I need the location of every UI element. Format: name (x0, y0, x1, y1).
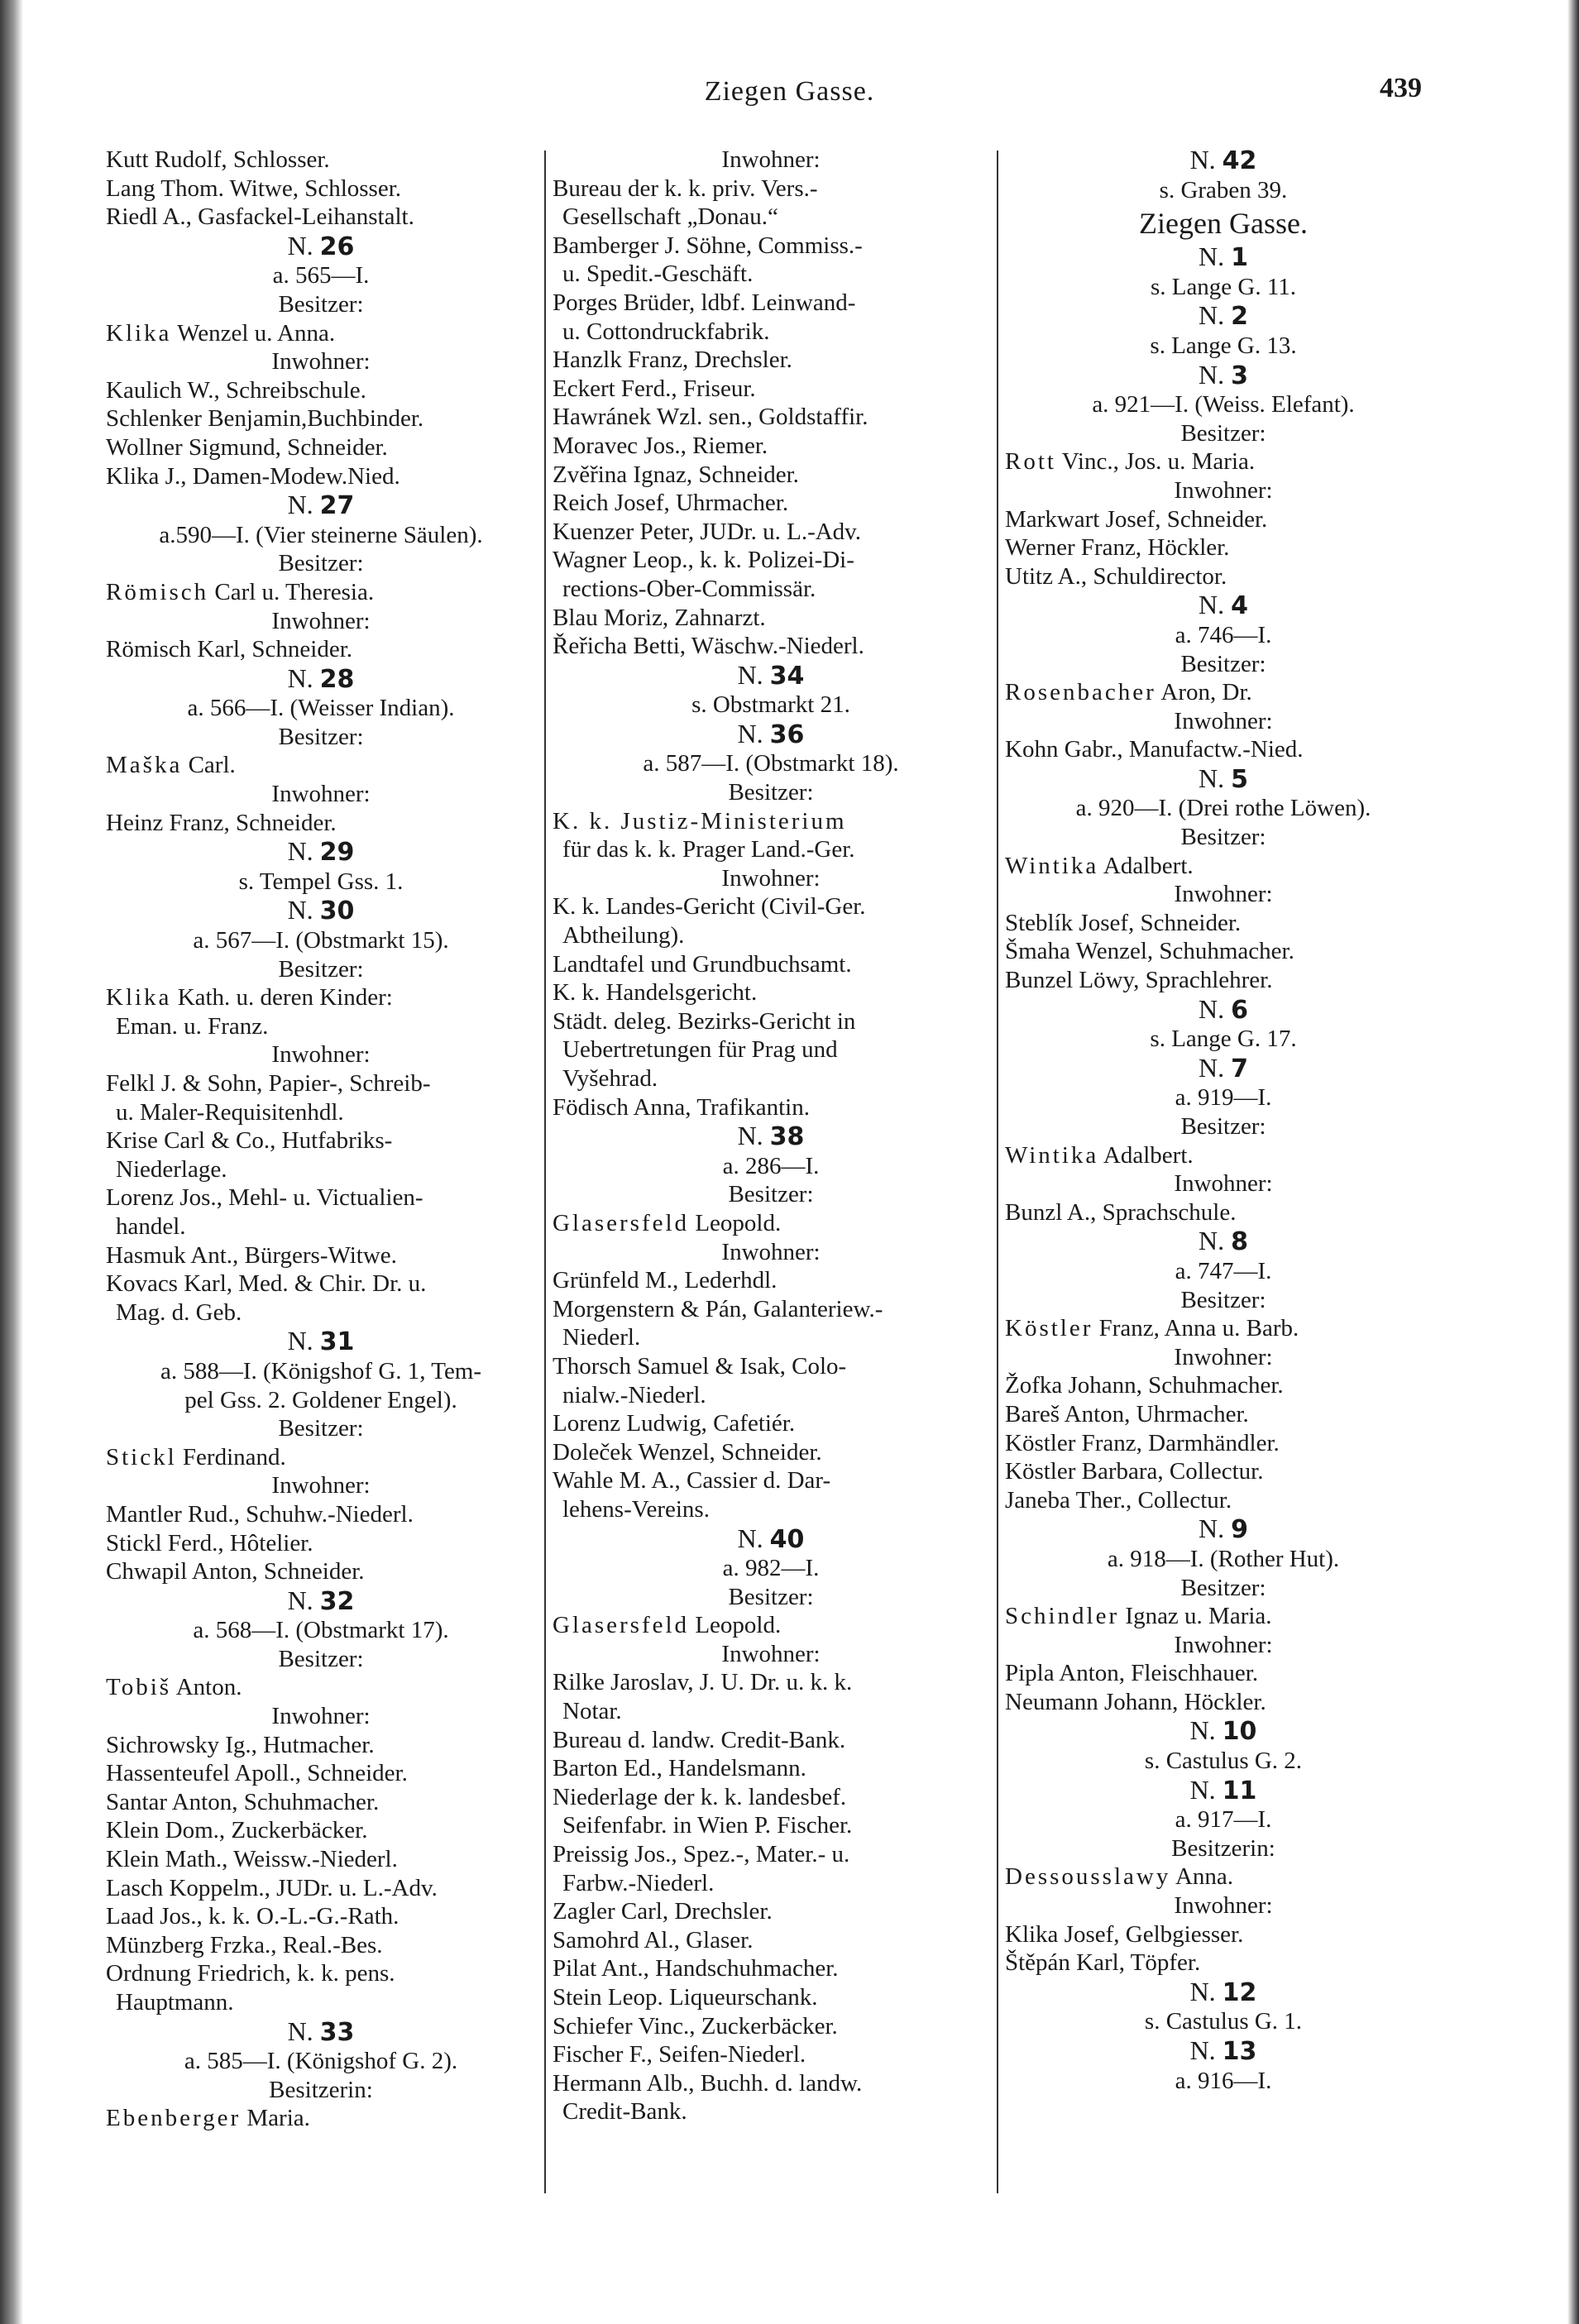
house-number-prefix: N. (1199, 360, 1232, 390)
entry-continuation: Abtheilung). (562, 922, 685, 949)
house-number-prefix: N. (1189, 2036, 1223, 2065)
resident-entry: Klika Josef, Gelbgiesser. (1005, 1920, 1244, 1948)
house-number: 30 (319, 897, 355, 926)
owner-entry (106, 578, 536, 607)
owner-entry (106, 983, 536, 1012)
section-label: s. Obstmarkt 21. (691, 691, 850, 719)
owner-rest: Ignaz u. Maria. (1119, 1603, 1272, 1630)
entry-continuation: u. Spedit.-Geschäft. (562, 261, 754, 288)
entry-continuation: für das k. k. Prager Land.-Ger. (562, 836, 855, 863)
house-number: 4 (1231, 591, 1248, 621)
owner-surname: Köstler (1005, 1315, 1093, 1342)
section-label: a. 565—I. (272, 262, 370, 289)
section-label: s. Lange G. 17. (1150, 1026, 1297, 1053)
house-number-prefix: N. (287, 663, 320, 693)
house-number-heading (106, 837, 536, 868)
resident-entry: Niederlage der k. k. landesbef. (553, 1783, 847, 1810)
house-number: 13 (1222, 2037, 1257, 2066)
section-label: Inwohner: (721, 1238, 821, 1265)
house-number-heading (553, 661, 989, 691)
section-label: Besitzer: (728, 779, 814, 806)
resident-entry: Bunzl A., Sprachschule. (1005, 1198, 1237, 1226)
owner-entry (553, 807, 989, 836)
section-label: Besitzerin: (269, 2076, 373, 2103)
entry-continuation: Seifenfabr. in Wien P. Fischer. (562, 1812, 853, 1839)
resident-entry: Štěpán Karl, Töpfer. (1005, 1949, 1201, 1977)
resident-entry: Schiefer Vinc., Zuckerbäcker. (553, 2012, 838, 2039)
house-number-heading (553, 720, 989, 750)
entry-continuation: u. Cottondruckfabrik. (562, 318, 770, 345)
house-number: 29 (319, 838, 355, 868)
owner-surname: Maška (106, 752, 183, 779)
section-label: a. 917—I. (1175, 1806, 1272, 1834)
entry-continuation: Gesellschaft „Donau.“ (562, 203, 778, 231)
resident-entry: Steblík Josef, Schneider. (1005, 909, 1242, 936)
house-number: 26 (319, 232, 355, 261)
resident-entry: Krise Carl & Co., Hutfabriks- (106, 1127, 393, 1155)
section-label: pel Gss. 2. Goldener Engel). (184, 1386, 457, 1413)
house-number-prefix: N. (1199, 301, 1232, 331)
house-number-heading (1005, 301, 1442, 332)
house-number-prefix: N. (1199, 1514, 1232, 1544)
house-number: 42 (1222, 146, 1257, 175)
owner-surname: Römisch (106, 578, 209, 605)
owner-entry (106, 1673, 536, 1702)
entry-continuation: Credit-Bank. (562, 2098, 687, 2126)
column-rule-right (997, 151, 998, 2193)
section-label: Inwohner: (1174, 881, 1273, 908)
column-2 (553, 146, 989, 2126)
owner-entry (1005, 447, 1442, 476)
house-number-prefix: N. (737, 719, 770, 748)
house-number: 40 (769, 1524, 805, 1554)
column-1 (106, 146, 536, 2133)
resident-entry: Hermann Alb., Buchh. d. landw. (553, 2069, 863, 2097)
house-number-heading (1005, 2036, 1442, 2067)
resident-entry: Klika J., Damen-Modew.Nied. (106, 462, 400, 490)
house-number-heading (553, 1524, 989, 1555)
entry-continuation: lehens-Vereins. (562, 1495, 710, 1523)
house-number-prefix: N. (1199, 242, 1232, 272)
house-number-heading (106, 664, 536, 695)
resident-entry: Samohrd Al., Glaser. (553, 1926, 754, 1953)
owner-entry (106, 319, 536, 348)
house-number-prefix: N. (1199, 1053, 1232, 1083)
section-label: Besitzer: (1180, 650, 1266, 677)
owner-rest: Leopold. (689, 1612, 782, 1639)
owner-entry (1005, 1863, 1442, 1891)
resident-entry: Wahle M. A., Cassier d. Dar- (553, 1467, 831, 1494)
resident-entry: Klein Math., Weissw.-Niederl. (106, 1846, 398, 1873)
resident-entry: Pipla Anton, Fleischhauer. (1005, 1660, 1259, 1687)
section-label: Inwohner: (721, 146, 821, 173)
section-label: Besitzer: (278, 1415, 364, 1442)
owner-rest: Aron, Dr. (1156, 679, 1252, 706)
page-edge (1567, 0, 1579, 2324)
owner-surname: Rosenbacher (1005, 679, 1156, 706)
section-label: Inwohner: (1174, 1343, 1273, 1370)
section-label: a. 286—I. (722, 1152, 820, 1179)
section-label: a. 566—I. (Weisser Indian). (187, 695, 455, 722)
house-number-prefix: N. (1199, 1227, 1232, 1256)
house-number-heading (553, 1121, 989, 1152)
section-label: Besitzer: (1180, 419, 1266, 447)
owner-entry (1005, 1141, 1442, 1170)
house-number-heading (106, 232, 536, 262)
page-number: 439 (1380, 73, 1422, 103)
section-label: Inwohner: (1174, 1170, 1273, 1198)
section-label: s. Castulus G. 1. (1144, 2008, 1303, 2035)
owner-surname: Dessousslawy (1005, 1863, 1171, 1891)
owner-rest: Adalbert. (1098, 1141, 1194, 1169)
house-number: 1 (1231, 243, 1248, 273)
resident-entry: Reich Josef, Uhrmacher. (553, 490, 789, 517)
entry-continuation: Mag. d. Geb. (116, 1298, 242, 1326)
resident-entry: Zvěřina Ignaz, Schneider. (553, 461, 799, 488)
owner-rest: Kath. u. deren Kinder: (171, 984, 393, 1011)
resident-entry: Lasch Koppelm., JUDr. u. L.-Adv. (106, 1874, 438, 1901)
section-label: Besitzer: (1180, 1286, 1266, 1313)
house-number: 7 (1231, 1054, 1248, 1083)
resident-entry: Doleček Wenzel, Schneider. (553, 1438, 822, 1466)
house-number: 33 (319, 2017, 355, 2047)
resident-entry: Kovacs Karl, Med. & Chir. Dr. u. (106, 1270, 427, 1298)
resident-entry: Santar Anton, Schuhmacher. (106, 1788, 380, 1815)
resident-entry: Hanzlk Franz, Drechsler. (553, 347, 792, 374)
resident-entry: Rilke Jaroslav, J. U. Dr. u. k. k. (553, 1669, 853, 1696)
house-number-heading (1005, 1514, 1442, 1545)
resident-entry: Preissig Jos., Spez.-, Mater.- u. (553, 1841, 850, 1868)
house-number-prefix: N. (287, 1327, 320, 1356)
section-label: Inwohner: (271, 781, 371, 808)
section-label: Inwohner: (271, 1472, 371, 1499)
house-number-heading (1005, 591, 1442, 621)
resident-entry: Lorenz Ludwig, Cafetiér. (553, 1410, 796, 1437)
house-number: 10 (1222, 1717, 1257, 1747)
resident-entry: Ordnung Friedrich, k. k. pens. (106, 1960, 395, 1987)
owner-surname: K. k. Justiz-Ministerium (553, 807, 847, 834)
resident-entry: Schlenker Benjamin,Buchbinder. (106, 405, 424, 433)
house-number-prefix: N. (737, 660, 770, 690)
entry-continuation: Eman. u. Franz. (116, 1012, 269, 1040)
section-label: Inwohner: (721, 1640, 821, 1667)
section-label: a. 587—I. (Obstmarkt 18). (643, 750, 899, 777)
house-number-heading (106, 490, 536, 521)
resident-entry: Porges Brüder, ldbf. Leinwand- (553, 289, 856, 316)
section-label: a. 919—I. (1175, 1084, 1272, 1112)
resident-entry: Wagner Leop., k. k. Polizei-Di- (553, 547, 854, 574)
resident-entry: Bunzel Löwy, Sprachlehrer. (1005, 967, 1273, 994)
section-label: Besitzer: (278, 550, 364, 577)
entry-continuation: Niederl. (562, 1324, 641, 1351)
section-label: Besitzerin: (1171, 1834, 1275, 1862)
owner-rest: Ferdinand. (176, 1443, 286, 1470)
resident-entry: Mantler Rud., Schuhw.-Niederl. (106, 1500, 414, 1528)
resident-entry: Heinz Franz, Schneider. (106, 809, 337, 836)
owner-surname: Ebenberger (106, 2105, 242, 2132)
house-number: 2 (1231, 302, 1248, 332)
house-number: 31 (319, 1327, 355, 1357)
section-label: a.590—I. (Vier steinerne Säulen). (159, 521, 483, 548)
owner-rest: Anna. (1170, 1863, 1234, 1891)
house-number-heading (1005, 242, 1442, 273)
resident-entry: Šmaha Wenzel, Schuhmacher. (1005, 938, 1294, 965)
entry-continuation: rections-Ober-Commissär. (562, 575, 816, 602)
house-number: 11 (1222, 1776, 1257, 1805)
resident-entry: Fischer F., Seifen-Niederl. (553, 2041, 806, 2068)
resident-entry: Pilat Ant., Handschuhmacher. (553, 1955, 839, 1982)
resident-entry: Kaulich W., Schreibschule. (106, 376, 366, 404)
owner-surname: Wintika (1005, 1141, 1099, 1169)
resident-entry: Römisch Karl, Schneider. (106, 636, 353, 663)
house-number: 6 (1231, 995, 1248, 1025)
section-label: s. Castulus G. 2. (1144, 1748, 1303, 1775)
house-number: 32 (319, 1586, 355, 1616)
section-label: a. 746—I. (1175, 621, 1272, 648)
owner-surname: Tobiš (106, 1674, 172, 1701)
resident-entry: Moravec Jos., Riemer. (553, 432, 768, 459)
section-label: Inwohner: (1174, 707, 1273, 734)
owner-entry (106, 751, 536, 780)
house-number-prefix: N. (287, 1585, 320, 1615)
resident-entry: Zagler Carl, Drechsler. (553, 1898, 773, 1925)
resident-entry: Stickl Ferd., Hôtelier. (106, 1529, 313, 1557)
owner-surname: Glasersfeld (553, 1612, 690, 1639)
resident-entry: Köstler Franz, Darmhändler. (1005, 1429, 1280, 1456)
section-label: Inwohner: (271, 607, 371, 634)
house-number-prefix: N. (287, 490, 320, 520)
section-label: Besitzer: (728, 1181, 814, 1208)
owner-surname: Wintika (1005, 852, 1099, 879)
resident-entry: Bureau d. landw. Credit-Bank. (553, 1726, 846, 1753)
entry-continuation: Notar. (562, 1698, 622, 1725)
section-label: a. 916—I. (1175, 2067, 1272, 2094)
owner-entry (1005, 678, 1442, 707)
resident-entry: Kuenzer Peter, JUDr. u. L.-Adv. (553, 518, 862, 545)
house-number-heading (106, 896, 536, 926)
house-number-prefix: N. (287, 837, 320, 867)
resident-entry: Sichrowsky Ig., Hutmacher. (106, 1731, 375, 1758)
column-rule-left (544, 151, 546, 2193)
resident-entry: Barton Ed., Handelsmann. (553, 1755, 806, 1782)
owner-entry (553, 1209, 989, 1238)
house-number-prefix: N. (1199, 763, 1232, 793)
house-number-prefix: N. (287, 2016, 320, 2046)
resident-entry: Bureau der k. k. priv. Vers.- (553, 175, 818, 202)
owner-rest: Anton. (171, 1674, 242, 1701)
entry-continuation: u. Maler-Requisitenhdl. (116, 1098, 344, 1126)
owner-entry (106, 2104, 536, 2133)
house-number-heading (1005, 1977, 1442, 2008)
resident-entry: Neumann Johann, Höckler. (1005, 1688, 1266, 1715)
entry-continuation: Niederlage. (116, 1155, 227, 1183)
house-number: 8 (1231, 1227, 1248, 1257)
resident-entry: Klein Dom., Zuckerbäcker. (106, 1817, 368, 1844)
house-number-heading (106, 1586, 536, 1617)
resident-entry: Janeba Ther., Collectur. (1005, 1486, 1232, 1513)
house-number-prefix: N. (1189, 1977, 1223, 2006)
section-label: Besitzer: (1180, 1574, 1266, 1601)
resident-entry: Riedl A., Gasfackel-Leihanstalt. (106, 203, 414, 231)
house-number-heading (1005, 1716, 1442, 1747)
section-label: Inwohner: (271, 348, 371, 375)
section-label: Inwohner: (271, 1041, 371, 1069)
resident-entry: Žofka Johann, Schuhmacher. (1005, 1372, 1284, 1399)
section-label: s. Lange G. 11. (1150, 273, 1297, 300)
entry-continuation: nialw.-Niederl. (562, 1381, 706, 1408)
section-label: a. 568—I. (Obstmarkt 17). (193, 1617, 449, 1644)
resident-entry: Hawránek Wzl. sen., Goldstaffir. (553, 404, 868, 431)
column-3 (1005, 146, 1442, 2095)
resident-entry: Werner Franz, Höckler. (1005, 534, 1230, 562)
resident-entry: Eckert Ferd., Friseur. (553, 375, 756, 402)
resident-entry: Bamberger J. Söhne, Commiss.- (553, 232, 863, 259)
resident-entry: Födisch Anna, Trafikantin. (553, 1093, 810, 1121)
entry-continuation: handel. (116, 1212, 186, 1240)
house-number-prefix: N. (737, 1523, 770, 1553)
section-label: Besitzer: (728, 1583, 814, 1610)
owner-surname: Schindler (1005, 1603, 1120, 1630)
resident-entry: Grünfeld M., Lederhdl. (553, 1267, 778, 1294)
owner-rest: Carl u. Theresia. (208, 578, 375, 605)
house-number: 28 (319, 664, 355, 694)
owner-surname: Rott (1005, 448, 1056, 476)
house-number: 5 (1231, 764, 1248, 794)
house-number-heading (1005, 1054, 1442, 1084)
house-number-heading (106, 1327, 536, 1357)
owner-rest: Wenzel u. Anna. (171, 319, 336, 347)
resident-entry: Thorsch Samuel & Isak, Colo- (553, 1352, 847, 1380)
street-heading: Ziegen Gasse. (1139, 207, 1308, 241)
resident-entry: Wollner Sigmund, Schneider. (106, 433, 388, 461)
house-number-prefix: N. (1199, 591, 1232, 620)
owner-surname: Glasersfeld (553, 1209, 690, 1236)
section-label: Inwohner: (1174, 1631, 1273, 1658)
owner-entry (1005, 1602, 1442, 1631)
section-label: a. 921—I. (Weiss. Elefant). (1092, 391, 1355, 418)
section-label: a. 588—I. (Königshof G. 1, Tem- (160, 1357, 482, 1384)
owner-surname: Klika (106, 984, 172, 1011)
resident-entry: Laad Jos., k. k. O.-L.-G.-Rath. (106, 1903, 400, 1930)
house-number-prefix: N. (287, 231, 320, 261)
resident-entry: Stein Leop. Liqueurschank. (553, 1984, 818, 2011)
owner-surname: Klika (106, 319, 172, 347)
owner-rest: Maria. (241, 2105, 310, 2132)
house-number: 36 (769, 720, 805, 749)
section-label: Besitzer: (278, 955, 364, 983)
resident-entry: K. k. Handelsgericht. (553, 979, 758, 1007)
section-label: Inwohner: (1174, 476, 1273, 504)
section-label: Besitzer: (1180, 824, 1266, 851)
house-number: 27 (319, 491, 355, 521)
section-label: Inwohner: (721, 864, 821, 892)
house-number-prefix: N. (1199, 994, 1232, 1024)
house-number-prefix: N. (1189, 1775, 1223, 1805)
house-number-prefix: N. (1189, 146, 1223, 175)
resident-entry: Lang Thom. Witwe, Schlosser. (106, 175, 402, 202)
resident-entry: Hasmuk Ant., Bürgers-Witwe. (106, 1241, 397, 1269)
house-number-heading (1005, 1776, 1442, 1806)
resident-entry: Utitz A., Schuldirector. (1005, 562, 1227, 590)
running-head: Ziegen Gasse. (704, 76, 875, 107)
owner-surname: Stickl (106, 1443, 177, 1470)
section-label: Besitzer: (1180, 1113, 1266, 1140)
section-label: s. Lange G. 13. (1150, 332, 1297, 359)
section-label: Inwohner: (1174, 1892, 1273, 1920)
house-number-heading (106, 2017, 536, 2048)
resident-entry: Hassenteufel Apoll., Schneider. (106, 1760, 408, 1787)
house-number-prefix: N. (287, 896, 320, 925)
section-label: a. 982—I. (722, 1555, 820, 1582)
resident-entry: Řeřicha Betti, Wäschw.-Niederl. (553, 633, 864, 660)
resident-entry: Morgenstern & Pán, Galanteriew.- (553, 1295, 883, 1322)
house-number-heading (1005, 764, 1442, 795)
owner-entry (553, 1611, 989, 1640)
page-gutter-shadow (0, 0, 23, 2324)
section-label: a. 747—I. (1175, 1257, 1272, 1284)
owner-rest: Vinc., Jos. u. Maria. (1055, 448, 1256, 476)
house-number: 9 (1231, 1515, 1248, 1545)
house-number: 3 (1231, 361, 1248, 390)
resident-entry: K. k. Landes-Gericht (Civil-Ger. (553, 893, 866, 921)
house-number: 34 (769, 661, 805, 691)
section-label: Besitzer: (278, 723, 364, 750)
entry-continuation: Vyšehrad. (562, 1065, 658, 1092)
section-label: a. 918—I. (Rother Hut). (1107, 1545, 1340, 1572)
section-label: Besitzer: (278, 290, 364, 318)
owner-rest: Franz, Anna u. Barb. (1093, 1315, 1299, 1342)
resident-entry: Lorenz Jos., Mehl- u. Victualien- (106, 1184, 423, 1212)
resident-entry: Köstler Barbara, Collectur. (1005, 1458, 1264, 1485)
resident-entry: Kutt Rudolf, Schlosser. (106, 146, 330, 173)
house-number: 38 (769, 1122, 805, 1152)
entry-continuation: Uebertretungen für Prag und (562, 1036, 838, 1064)
resident-entry: Landtafel und Grundbuchsamt. (553, 950, 852, 978)
owner-entry (1005, 852, 1442, 881)
resident-entry: Kohn Gabr., Manufactw.-Nied. (1005, 736, 1304, 763)
resident-entry: Bareš Anton, Uhrmacher. (1005, 1400, 1249, 1427)
section-label: Inwohner: (271, 1703, 371, 1730)
house-number-heading (1005, 361, 1442, 391)
section-label: a. 585—I. (Königshof G. 2). (184, 2048, 458, 2075)
resident-entry: Münzberg Frzka., Real.-Bes. (106, 1931, 383, 1958)
owner-entry (1005, 1314, 1442, 1343)
resident-entry: Felkl J. & Sohn, Papier-, Schreib- (106, 1070, 431, 1097)
house-number-prefix: N. (1189, 1716, 1223, 1746)
house-number-heading (1005, 995, 1442, 1026)
house-number-heading (1005, 146, 1442, 176)
owner-rest: Adalbert. (1098, 852, 1194, 879)
section-label: s. Tempel Gss. 1. (238, 868, 404, 895)
house-number-prefix: N. (737, 1121, 770, 1151)
owner-entry (106, 1443, 536, 1472)
section-label: Besitzer: (278, 1645, 364, 1672)
section-label: s. Graben 39. (1159, 176, 1288, 203)
entry-continuation: Farbw.-Niederl. (562, 1869, 715, 1896)
owner-rest: Carl. (182, 752, 236, 779)
house-number-heading (1005, 1227, 1442, 1257)
resident-entry: Chwapil Anton, Schneider. (106, 1558, 365, 1585)
section-label: a. 567—I. (Obstmarkt 15). (193, 927, 449, 954)
house-number: 12 (1222, 1977, 1257, 2007)
owner-rest: Leopold. (689, 1209, 782, 1236)
section-label: a. 920—I. (Drei rothe Löwen). (1075, 795, 1371, 822)
resident-entry: Blau Moriz, Zahnarzt. (553, 604, 766, 631)
resident-entry: Markwart Josef, Schneider. (1005, 505, 1268, 533)
resident-entry: Städt. deleg. Bezirks-Gericht in (553, 1007, 856, 1035)
entry-continuation: Hauptmann. (116, 1989, 234, 2016)
